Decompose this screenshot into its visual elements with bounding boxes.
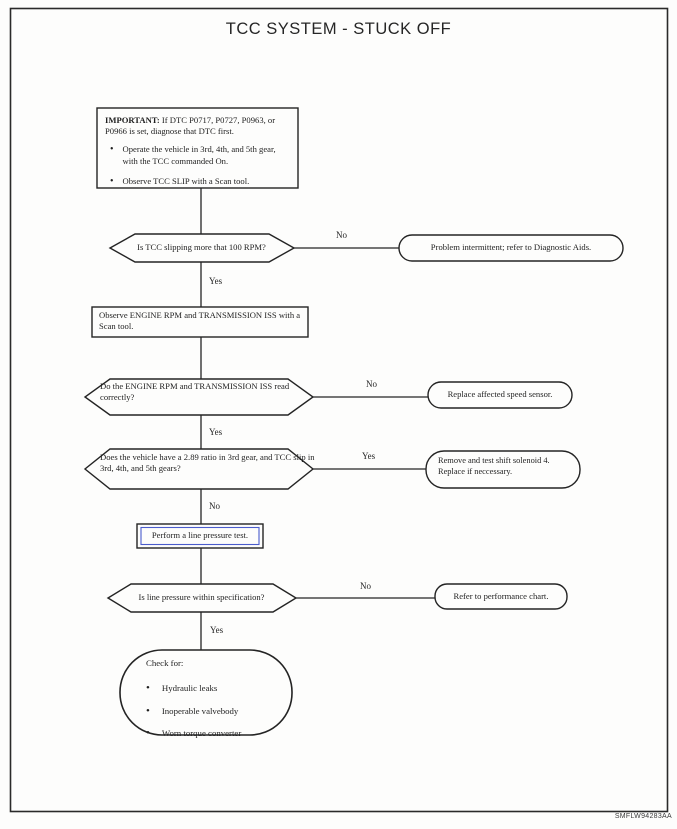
decision1-question: Is TCC slipping more that 100 RPM? <box>137 242 266 253</box>
action2-link[interactable]: Perform a line pressure test. <box>151 530 249 541</box>
decision3-yes-label: Yes <box>362 451 376 461</box>
important-label: IMPORTANT: <box>105 115 160 125</box>
final-check-item: • Worn torque converter <box>146 728 280 739</box>
important-bullet-item: • Observe TCC SLIP with a Scan tool. <box>105 176 290 187</box>
important-box <box>97 108 298 188</box>
decision2-yes-label: Yes <box>209 427 223 437</box>
result2-text: Replace affected speed sensor. <box>447 389 553 400</box>
decision4-no-label: No <box>360 581 371 591</box>
important-bullet-item: • Operate the vehicle in 3rd, 4th, and 5th gear, with the TCC commanded On. <box>105 144 290 166</box>
final-check-item: • Hydraulic leaks <box>146 683 280 694</box>
final-check-item: • Inoperable valvebody <box>146 706 280 717</box>
action1-text: Observe ENGINE RPM and TRANSMISSION ISS with a Scan tool. <box>99 310 301 332</box>
final-check-heading: Check for: <box>146 658 184 668</box>
decision1-no-label: No <box>336 230 347 240</box>
result1-text: Problem intermittent; refer to Diagnostic Aids. <box>430 242 592 253</box>
decision4-question: Is line pressure within specification? <box>138 592 265 603</box>
decision2-no-label: No <box>366 379 377 389</box>
result3-text: Remove and test shift solenoid 4. Replace if neccessary. <box>438 456 550 476</box>
final-check-box <box>146 658 280 740</box>
figure-code: SMFLW94283AA <box>614 813 672 820</box>
decision1-yes-label: Yes <box>209 276 223 286</box>
decision3-no-label: No <box>209 501 220 511</box>
decision4-yes-label: Yes <box>210 625 224 635</box>
decision3-question: Does the vehicle have a 2.89 ratio in 3rd gear, and TCC slip in 3rd, 4th, and 5th gears? <box>100 452 315 474</box>
result4-text: Refer to performance chart. <box>453 590 549 601</box>
page-title: TCC SYSTEM - STUCK OFF <box>225 20 452 38</box>
decision2-question: Do the ENGINE RPM and TRANSMISSION ISS read correctly? <box>100 381 290 403</box>
important-text: IMPORTANT: If DTC P0717, P0727, P0963, or P0966 is set, diagnose that DTC first. <box>105 115 276 137</box>
